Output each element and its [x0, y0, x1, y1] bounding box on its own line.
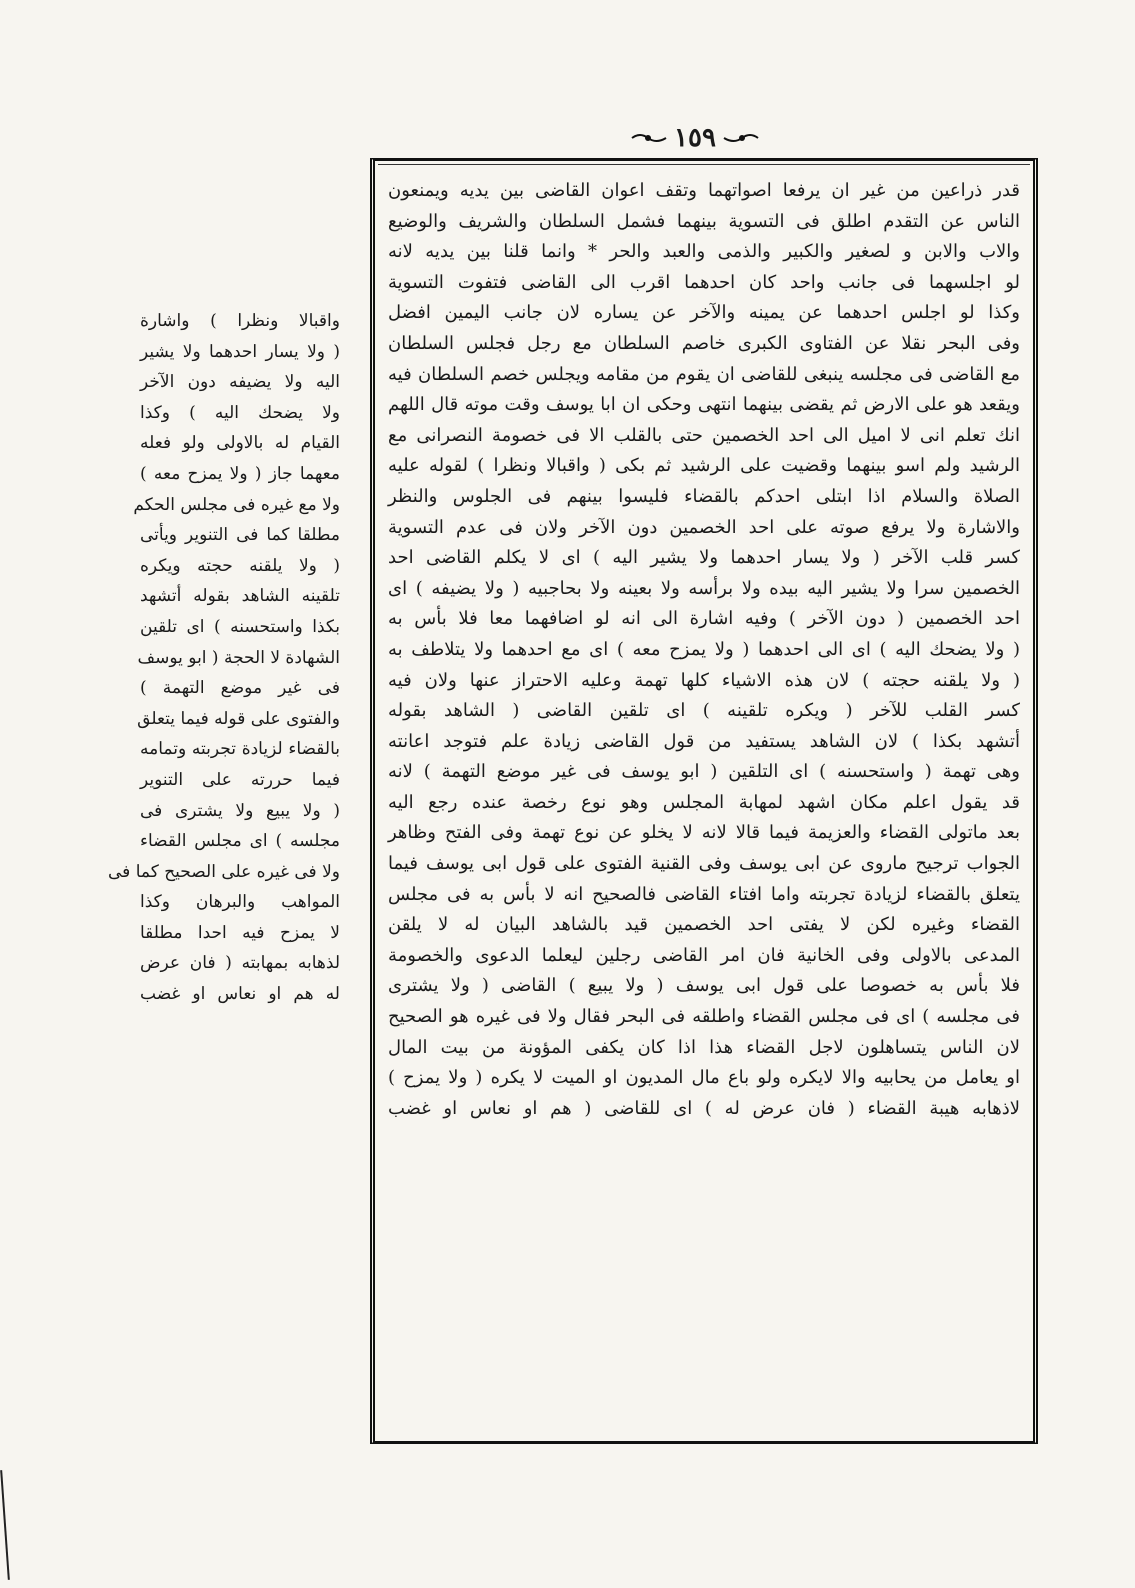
main-text-line: كسر قلب الآخر ( ولا يسار احدهما ولا يشير اليه ) اى لا يكلم القاضى احد — [388, 547, 1020, 569]
margin-text-line: تلقينه الشاهد بقوله أتشهد — [140, 586, 340, 607]
main-text-line: وهى تهمة ( واستحسنه ) اى التلقين ( ابو يوسف فى غير موضع التهمة ) لانه — [388, 761, 1020, 783]
margin-text-line: معهما جاز ( ولا يمزح معه ) — [140, 463, 340, 484]
main-text-line: الرشيد ولم اسو بينهما وقضيت على الرشيد ثم بكى ( واقبالا ونظرا ) لقوله عليه — [388, 455, 1020, 477]
margin-commentary — [108, 306, 340, 1010]
margin-text-line: مجلسه ) اى مجلس القضاء — [140, 831, 340, 852]
main-text-line: احد الخصمين ( دون الآخر ) وفيه اشارة الى انه لو اضافهما معا فلا بأس به — [388, 608, 1020, 630]
main-text-line: الصلاة والسلام اذا ابتلى احدكم بالقضاء فليسوا بينهم فى الجلوس والنظر — [388, 485, 1020, 507]
main-text-line: وكذا لو اجلس احدهما عن يمينه والآخر عن يساره لان جانب اليمين افضل — [388, 302, 1020, 324]
margin-text-line: بالقضاء لزيادة تجربته وتمامه — [140, 739, 340, 760]
main-text-line: قدر ذراعين من غير ان يرفعا اصواتهما وتقف اعوان القاضى بين يديه ويمنعون — [388, 180, 1020, 201]
margin-text-line: اليه ولا يضيفه دون الآخر — [140, 372, 340, 393]
margin-text-line: مطلقا كما فى التنوير ويأتى — [140, 525, 340, 546]
main-text-line: المدعى بالاولى وفى الخانية فان امر القاضى رجلين ليعلما الدعوى والخصومة — [388, 944, 1020, 966]
main-text-line: القضاء وغيره لكن لا يفتى احد الخصمين قيد بالشاهد البيان له لا يلقن — [388, 914, 1020, 936]
ornament-right-icon — [722, 131, 760, 145]
margin-text-line: القيام له بالاولى ولو فعله — [140, 433, 340, 454]
margin-text-line: ولا يضحك اليه ) وكذا — [140, 402, 340, 423]
ornament-left-icon — [630, 131, 668, 145]
main-text-line: او يعامل من يحابيه والا لايكره ولو باع مال المديون او الميت لا يكره ( ولا يمزح ) — [388, 1067, 1020, 1089]
margin-text-line: ( ولا يسار احدهما ولا يشير — [140, 341, 340, 362]
main-text-line: فلا بأس به خصوصا على قول ابى يوسف ( ولا يبيع ) القاضى ( ولا يشترى — [388, 975, 1020, 997]
main-text-line: ويقعد هو على الارض ثم يقضى بينهما انتهى وحكى ان ابا يوسف وقت موته قال اللهم — [388, 394, 1020, 416]
main-text-line: مع القاضى فى مجلسه ينبغى للقاضى ان يقوم من مقامه ويجلس خصم السلطان فيه — [388, 363, 1020, 385]
main-text-line: كسر القلب للآخر ( ويكره تلقينه ) اى تلقين القاضى ( الشاهد بقوله — [388, 700, 1020, 722]
main-text-block — [388, 176, 1020, 1438]
margin-text-line: فيما حررته على التنوير — [140, 769, 340, 790]
page-header — [610, 118, 780, 158]
scan-edge-line — [0, 1470, 10, 1580]
margin-text-line: والفتوى على قوله فيما يتعلق — [137, 708, 340, 729]
margin-text-line: بكذا واستحسنه ) اى تلقين — [140, 616, 340, 637]
margin-text-line: لذهابه بمهابته ( فان عرض — [140, 953, 340, 974]
page-number: ١٥٩ — [674, 123, 716, 153]
margin-text-line: الشهادة لا الحجة ( ابو يوسف — [137, 647, 340, 668]
margin-text-line: ولا مع غيره فى مجلس الحكم — [133, 494, 340, 515]
main-text-line: بعد ماتولى القضاء والعزيمة فيما قالا لانه لا يخلو عن نوع تهمة وفى الفتح وظاهر — [388, 822, 1020, 844]
main-text-line: والاشارة ولا يرفع صوته على احد الخصمين دون الآخر ولان فى عدم التسوية — [388, 516, 1020, 538]
main-text-line: الخصمين سرا ولا يشير اليه بيده ولا برأسه ولا بعينه ولا بحاجبيه ( ولا يضيفه ) اى — [388, 577, 1020, 599]
main-text-line: يتعلق بالقضاء لزيادة تجربته واما افتاء القاضى فالصحيح انه لا بأس به فى مجلس — [388, 883, 1020, 905]
margin-text-line: لا يمزح فيه احدا مطلقا — [140, 922, 340, 943]
margin-text-line: له هم او نعاس او غضب — [140, 984, 340, 1005]
main-text-line: ( ولا يلقنه حجته ) لان هذه الاشياء كلها تهمة وعليه الاحتراز عنها ولان فيه — [388, 669, 1020, 691]
main-text-line: أتشهد بكذا ) لان الشاهد يستفيد من قول القاضى زيادة علم فتوجد اعانته — [388, 730, 1020, 752]
main-text-line: انك تعلم انى لا اميل الى احد الخصمين حتى بالقلب الا فى خصومة النصرانى مع — [388, 424, 1020, 446]
main-text-line: فى مجلسه ) اى فى مجلس القضاء واطلقه فى البحر فقال ولا فى غيره هو الصحيح — [388, 1006, 1020, 1028]
main-text-line: وفى البحر نقلا عن الفتاوى الكبرى خاصم السلطان مع رجل فجلس السلطان — [388, 332, 1020, 354]
main-text-line: الناس عن التقدم اطلق فى التسوية بينهما فشمل السلطان والشريف والوضيع — [388, 210, 1020, 232]
main-text-line: والاب والابن و لصغير والكبير والذمى والعبد والحر * وانما قلنا بين يديه لانه — [388, 241, 1020, 263]
main-text-line: ( ولا يضحك اليه ) اى الى احدهما ( ولا يمزح معه ) اى مع احدهما ولا يتلاطف به — [388, 638, 1020, 660]
margin-text-line: واقبالا ونظرا ) واشارة — [140, 311, 340, 331]
main-text-line: لاذهابه هيبة القضاء ( فان عرض له ) اى للقاضى ( هم او نعاس او غضب — [388, 1097, 1020, 1119]
margin-text-line: المواهب والبرهان وكذا — [140, 892, 340, 913]
main-text-line: لان الناس يتساهلون لاجل القضاء هذا اذا كان يكفى المؤونة من بيت المال — [388, 1036, 1020, 1058]
margin-text-line: ( ولا يلقنه حجته ويكره — [140, 555, 340, 576]
main-text-line: قد يقول اعلم مكان اشهد لمهابة المجلس وهو نوع رخصة عنده رجع اليه — [388, 791, 1020, 813]
margin-text-line: فى غير موضع التهمة ) — [140, 678, 340, 699]
main-text-line: الجواب ترجيح ماروى عن ابى يوسف وفى القنية الفتوى على قول ابى يوسف فيما — [388, 853, 1020, 875]
main-text-line: لو اجلسهما فى جانب واحد كان احدهما اقرب الى القاضى فتفوت التسوية — [388, 271, 1020, 293]
margin-text-line: ( ولا يبيع ولا يشترى فى — [140, 800, 340, 821]
margin-text-line: ولا فى غيره على الصحيح كما فى — [108, 861, 340, 882]
frame-rule — [378, 164, 1030, 165]
